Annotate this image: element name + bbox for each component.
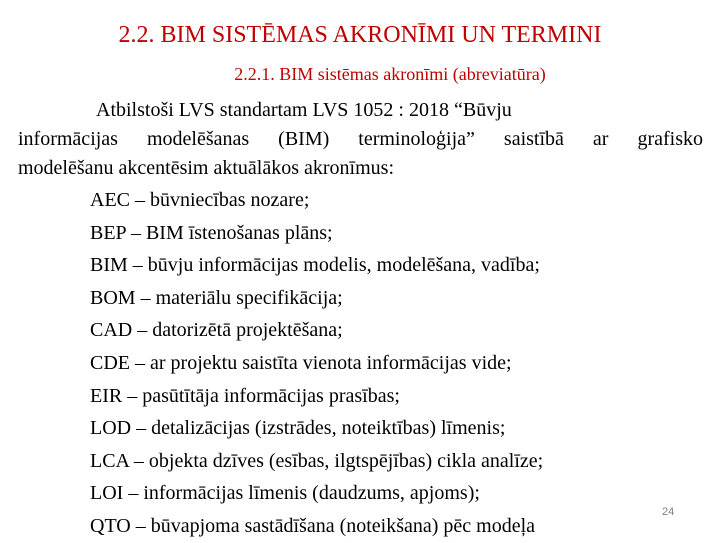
intro-line: informācijas modelēšanas (BIM) terminoloģija” saistībā ar grafisko [18, 128, 703, 150]
acronym-item: CAD – datorizētā projektēšana; [90, 319, 343, 342]
intro-line: Atbilstoši LVS standartam LVS 1052 : 2018 “Būvju [96, 99, 512, 121]
acronym-item: BEP – BIM īstenošanas plāns; [90, 221, 333, 244]
acronym-item: LCA – objekta dzīves (esības, ilgtspējības) cikla analīze; [90, 449, 544, 472]
page-number: 24 [662, 506, 675, 518]
acronym-item: LOI – informācijas līmenis (daudzums, apjoms); [90, 482, 480, 505]
acronym-item: AEC – būvniecības nozare; [90, 189, 310, 211]
acronym-item: CDE – ar projektu saistīta vienota informācijas vide; [90, 351, 512, 374]
acronym-item: EIR – pasūtītāja informācijas prasības; [90, 384, 400, 407]
acronym-item: LOD – detalizācijas (izstrādes, noteiktības) līmenis; [90, 417, 506, 440]
intro-paragraph [18, 96, 703, 183]
slide-title: 2.2. BIM SISTĒMAS AKRONĪMI UN TERMINI [118, 22, 602, 48]
acronym-list [90, 184, 690, 543]
acronym-item: QTO – būvapjoma sastādīšana (noteikšana) pēc modeļa [90, 514, 536, 537]
intro-line: modelēšanu akcentēsim aktuālākos akronīmus: [18, 157, 395, 179]
acronym-item: BIM – būvju informācijas modelis, modelēšana, vadība; [90, 254, 540, 277]
acronym-item: BOM – materiālu specifikācija; [90, 286, 343, 309]
slide-subtitle: 2.2.1. BIM sistēmas akronīmi (abreviatūra) [234, 64, 546, 84]
